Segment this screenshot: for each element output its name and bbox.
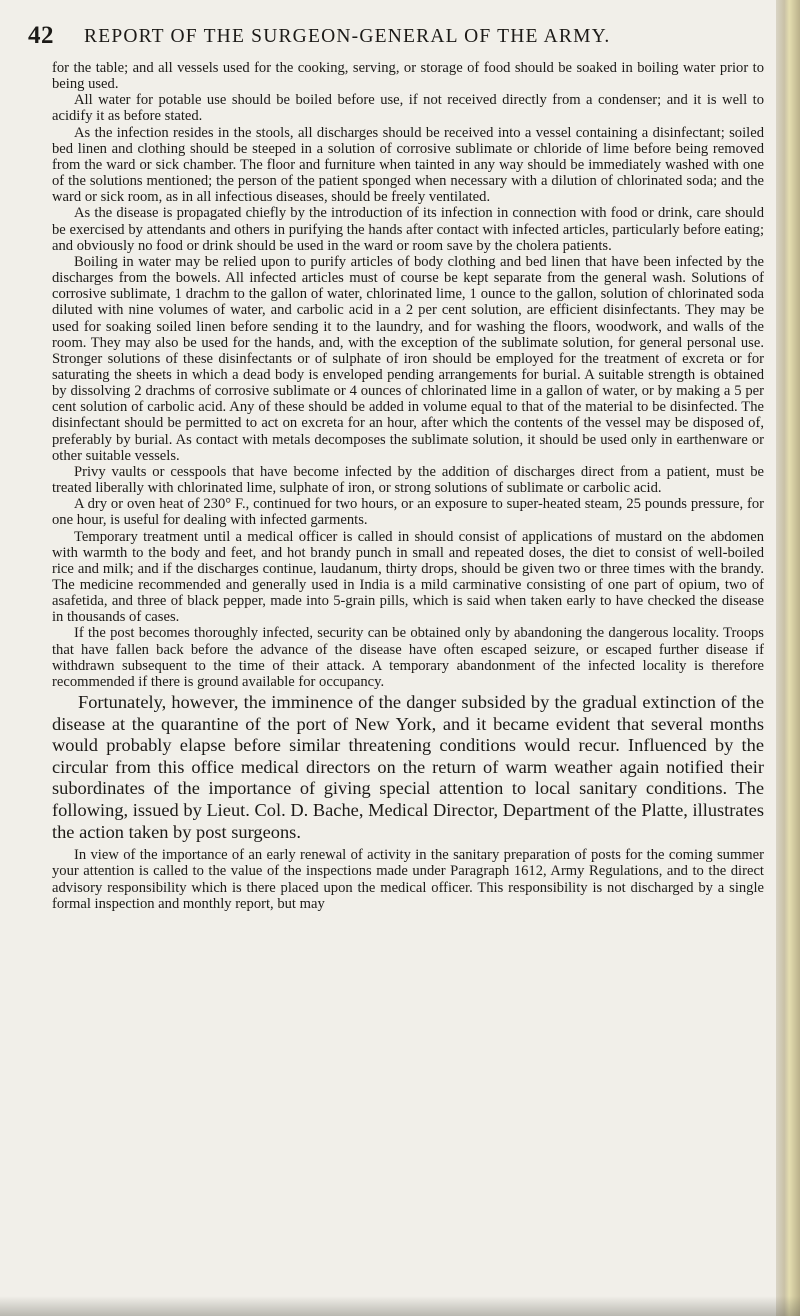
paragraph: All water for potable use should be boiled before use, if not received directly from a condenser; and it is well to acidify it as before stated. [52, 92, 764, 125]
page-edge [776, 0, 800, 1316]
paragraph: If the post becomes thoroughly infected, security can be obtained only by abandoning the dangerous locality. Troops that have fallen back before the advance of the disease have often escaped seizure, or escaped further disease if withdrawn subsequent to the time of their attack. A temporary abandonment of the infected locality is therefore recommended if there is ground available for occupancy. [52, 625, 764, 690]
paragraph: As the disease is propagated chiefly by the introduction of its infection in connection with food or drink, care should be exercised by attendants and others in purifying the hands after contact with infected articles, particularly before eating; and obviously no food or drink should be used in the ward or room save by the cholera patients. [52, 205, 764, 254]
page-number: 42 [28, 22, 54, 49]
running-head: REPORT OF THE SURGEON-GENERAL OF THE ARMY. [84, 26, 611, 47]
paragraph: Privy vaults or cesspools that have become infected by the addition of discharges direct from a patient, must be treated liberally with chlorinated lime, sulphate of iron, or strong solutions of sublimate or carbolic acid. [52, 463, 764, 497]
paragraph: A dry or oven heat of 230° F., continued for two hours, or an exposure to super-heated steam, 25 pounds pressure, for one hour, is useful for dealing with infected garments. [52, 496, 764, 529]
body-text [52, 60, 764, 912]
page-header [28, 22, 768, 50]
closing-paragraph: In view of the importance of an early renewal of activity in the sanitary preparation of posts for the coming summer your attention is called to the value of the inspections made under Paragraph 1612, Army Regulations, and to the direct advisory responsibility which is there placed upon the medical officer. This responsibility is not discharged by a single formal inspection and monthly report, but may [52, 847, 764, 912]
scan-shadow [0, 1296, 800, 1316]
paragraph: Boiling in water may be relied upon to purify articles of body clothing and bed linen that have been infected by the discharges from the bowels. All infected articles must of course be kept separate from the general wash. Solutions of corrosive sublimate, 1 drachm to the gallon of water, chlorinated lime, 1 ounce to the gallon, solution of chlorinated soda diluted with nine volumes of water, and carbolic acid in a 2 per cent solution, are efficient disinfectants. They may be used for soaking soiled linen before sending it to the laundry, and for washing the floors, woodwork, and walls of the room. They may also be used for the hands, and, with the exception of the sublimate solution, for general personal use. Stronger solutions of these disinfectants or of sulphate of iron should be employed for the treatment of excreta or for saturating the sheets in which a dead body is enveloped pending arrangements for burial. A suitable strength is obtained by dissolving 2 drachms of corrosive sublimate or 4 ounces of chlorinated lime in a gallon of water, or by making a 5 per cent solution of carbolic acid. Any of these should be added in volume equal to that of the material to be disinfected. The disinfectant should be permitted to act on excreta for an hour, after which the contents of the vessel may be disposed of, preferably by burial. As contact with metals decomposes the sublimate solution, it should be used only in earthenware or other suitable vessels. [52, 253, 764, 464]
paragraph: Temporary treatment until a medical officer is called in should consist of applications of mustard on the abdomen with warmth to the body and feet, and hot brandy punch in small and repeated doses, the diet to consist of well-boiled rice and milk; and if the discharges continue, laudanum, thirty drops, should be given two or three times with the brandy. The medicine recommended and generally used in India is a mild carminative consisting of one part of opium, two of asafetida, and three of black pepper, made into 5-grain pills, which is said when taken early to have checked the disease in thousands of cases. [52, 528, 764, 626]
paragraph: for the table; and all vessels used for the cooking, serving, or storage of food should be soaked in boiling water prior to being used. [52, 60, 764, 93]
paragraph: As the infection resides in the stools, all discharges should be received into a vessel containing a disinfectant; soiled bed linen and clothing should be steeped in a solution of corrosive sublimate or chloride of lime before being removed from the ward or sick chamber. The floor and furniture when tainted in any way should be immediately washed with one of the solutions mentioned; the person of the patient sponged when necessary with a dilution of chlorinated soda; and the ward or sick room, as in all infectious diseases, should be freely ventilated. [52, 124, 764, 206]
large-type-paragraph: Fortunately, however, the imminence of the danger subsided by the gradual extinction of the disease at the quarantine of the port of New York, and it became evident that several months would probably elapse before similar threatening conditions would recur. Influenced by the circular from this office medical directors on the return of warm weather again notified their subordinates of the importance of giving special attention to local sanitary conditions. The following, issued by Lieut. Col. D. Bache, Medical Director, Department of the Platte, illustrates the action taken by post surgeons. [52, 692, 764, 842]
